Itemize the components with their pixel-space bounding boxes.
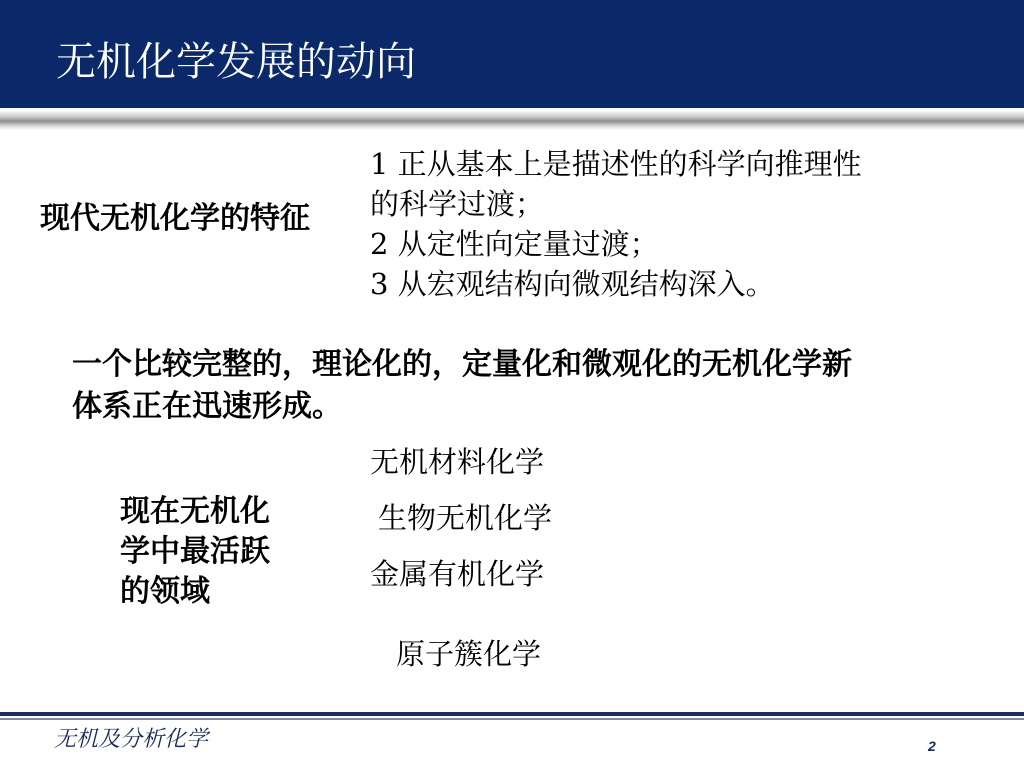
title-bar <box>0 0 1024 108</box>
feature-line: 2 从定性向定量过渡； <box>370 227 659 261</box>
feature-line: 的科学过渡； <box>370 187 545 221</box>
active-field-item: 原子簇化学 <box>396 637 542 671</box>
summary-paragraph <box>72 344 982 428</box>
slide-title: 无机化学发展的动向 <box>56 39 416 85</box>
title-divider <box>0 110 1024 130</box>
summary-line: 一个比较完整的，理论化的，定量化和微观化的无机化学新 <box>72 347 852 382</box>
active-fields-label-line: 现在无机化 <box>120 494 270 529</box>
page-number: 2 <box>928 738 936 754</box>
footer-divider-thin <box>0 718 1024 720</box>
active-field-item: 无机材料化学 <box>370 445 545 479</box>
feature-line: 1 正从基本上是描述性的科学向推理性 <box>370 147 862 181</box>
active-field-item: 金属有机化学 <box>370 557 545 591</box>
active-fields-label-line: 的领域 <box>120 574 210 609</box>
footer-course-name: 无机及分析化学 <box>54 727 209 752</box>
features-label: 现代无机化学的特征 <box>40 201 310 236</box>
active-fields-label-line: 学中最活跃 <box>120 534 270 569</box>
active-fields-label <box>120 492 270 612</box>
summary-line: 体系正在迅速形成。 <box>72 389 342 424</box>
feature-line: 3 从宏观结构向微观结构深入。 <box>370 267 775 301</box>
features-list <box>370 144 862 304</box>
footer-divider <box>0 712 1024 716</box>
active-field-item: 生物无机化学 <box>378 501 553 535</box>
